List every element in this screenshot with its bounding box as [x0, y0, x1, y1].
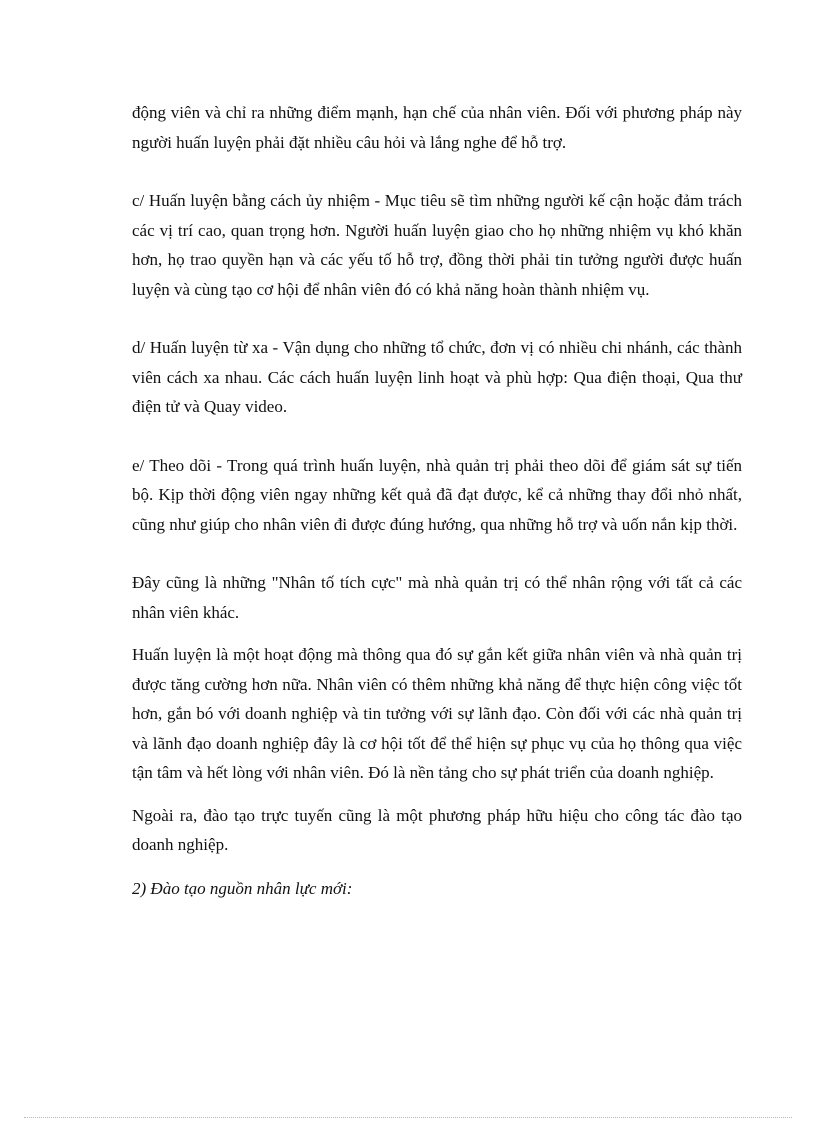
- paragraph-remote-coaching: d/ Huấn luyện từ xa - Vận dụng cho những tổ chức, đơn vị có nhiều chi nhánh, các thành viên cách xa nhau. Các cách huấn luyện linh hoạt và phù hợp: Qua điện thoại, Qua thư điện tử và Quay video.: [132, 338, 742, 416]
- paragraph-monitoring: e/ Theo dõi - Trong quá trình huấn luyện, nhà quản trị phải theo dõi để giám sát sự tiến bộ. Kịp thời động viên ngay những kết quả đã đạt được, kể cả những thay đổi nhỏ nhất, cũng như giúp cho nhân viên đi được đúng hướng, qua những hỗ trợ và uốn nắn kịp thời.: [132, 455, 742, 534]
- document-page: [132, 98, 742, 903]
- paragraph-coaching-summary: Huấn luyện là một hoạt động mà thông qua đó sự gắn kết giữa nhân viên và nhà quản trị được tăng cường hơn nữa. Nhân viên có thêm những khả năng để thực hiện công việc tốt hơn, gắn bó với doanh nghiệp và tin tưởng với sự lãnh đạo. Còn đối với các nhà quản trị và lãnh đạo doanh nghiệp đây là cơ hội tốt để thể hiện sự phục vụ của họ thông qua việc tận tâm và hết lòng với nhân viên. Đó là nền tảng cho sự phát triển của doanh nghiệp.: [132, 645, 742, 782]
- section-heading: 2) Đào tạo nguồn nhân lực mới:: [132, 878, 353, 898]
- paragraph-positive-factors: Đây cũng là những "Nhân tố tích cực" mà nhà quản trị có thể nhân rộng với tất cả các nhân viên khác.: [132, 573, 742, 622]
- paragraph-coaching-questions: động viên và chỉ ra những điểm mạnh, hạn chế của nhân viên. Đối với phương pháp này người huấn luyện phải đặt nhiều câu hỏi và lắng nghe để hỗ trợ.: [132, 103, 742, 152]
- page-bottom-divider: [24, 1117, 792, 1118]
- paragraph-delegation-coaching: c/ Huấn luyện bằng cách ủy nhiệm - Mục tiêu sẽ tìm những người kế cận hoặc đảm trách các vị trí cao, quan trọng hơn. Người huấn luyện giao cho họ những nhiệm vụ khó khăn hơn, họ trao quyền hạn và các yếu tố hỗ trợ, đồng thời phải tin tưởng người được huấn luyện và cùng tạo cơ hội để nhân viên đó có khả năng hoàn thành nhiệm vụ.: [132, 191, 742, 299]
- paragraph-online-training: Ngoài ra, đào tạo trực tuyến cũng là một phương pháp hữu hiệu cho công tác đào tạo doanh nghiệp.: [132, 805, 742, 854]
